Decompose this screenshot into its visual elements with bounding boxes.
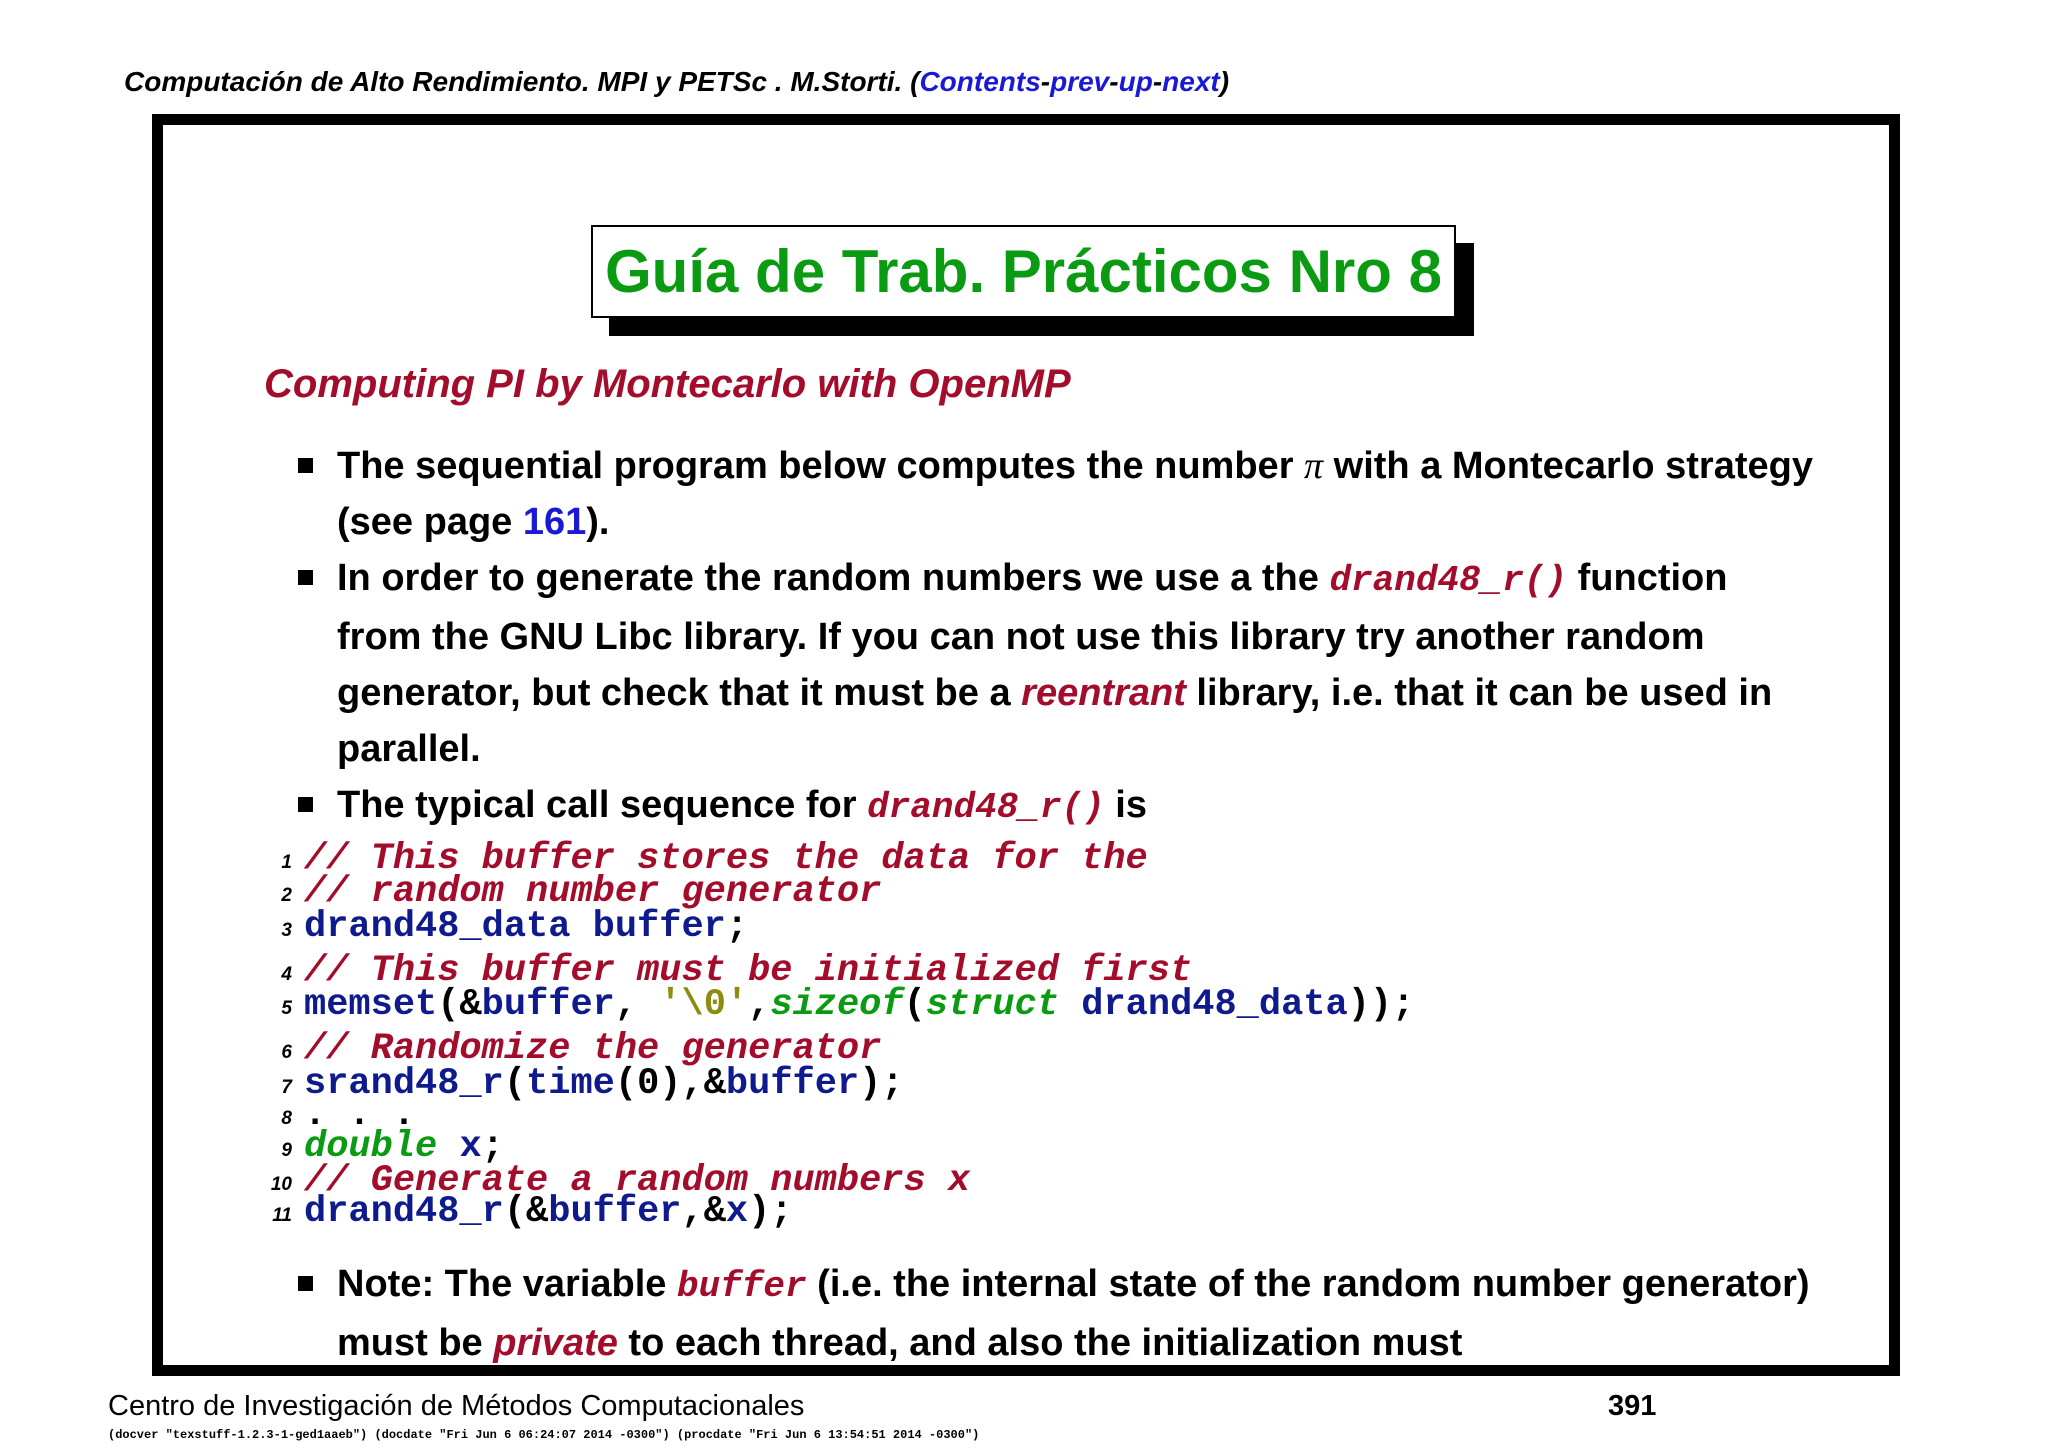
inline-code-buffer: buffer — [676, 1266, 807, 1307]
contents-link[interactable]: Contents — [919, 66, 1041, 97]
code-keyword: struct — [925, 984, 1060, 1026]
header-sep-1: - — [1040, 66, 1051, 97]
bullet-item-2 — [298, 550, 1818, 777]
line-number: 4 — [281, 964, 292, 985]
line-number: 2 — [281, 885, 292, 906]
code-keyword: double — [304, 1126, 438, 1168]
title-container — [591, 225, 1456, 318]
bullet-4-text-c: to each thread, and also the initialization must — [617, 1322, 1463, 1364]
code-punct: ( — [503, 1063, 527, 1105]
header-text: Computación de Alto Rendimiento. MPI y PETSc . M.Storti. ( — [124, 66, 920, 97]
bullet-3-text-a: The typical call sequence for — [337, 784, 868, 826]
code-line — [262, 1191, 793, 1233]
code-punct: , — [614, 984, 660, 1026]
line-number: 7 — [281, 1077, 292, 1098]
square-bullet-icon — [298, 797, 313, 812]
code-comment: // This buffer must be initialized first — [304, 950, 1193, 992]
code-identifier: drand48_data — [1059, 984, 1348, 1026]
line-number: 1 — [281, 852, 292, 873]
line-number: 8 — [281, 1108, 292, 1129]
bullet-item-3 — [298, 777, 1818, 836]
code-keyword: sizeof — [770, 984, 904, 1026]
header-sep-3: - — [1152, 66, 1163, 97]
emphasis-private: private — [493, 1322, 618, 1364]
code-function: srand48_r — [304, 1063, 504, 1105]
slide-subtitle: Computing PI by Montecarlo with OpenMP — [264, 362, 1071, 406]
bullet-1-text-a: The sequential program below computes the number — [337, 445, 1305, 487]
code-line — [262, 984, 1414, 1026]
code-identifier: drand48_data buffer — [304, 906, 726, 948]
prev-link[interactable]: prev — [1050, 66, 1110, 97]
code-function: memset — [304, 984, 438, 1026]
pi-symbol: π — [1304, 445, 1324, 487]
code-identifier: buffer — [548, 1191, 682, 1233]
code-identifier: buffer — [481, 984, 615, 1026]
slide-title: Guía de Trab. Prácticos Nro 8 — [591, 225, 1456, 318]
code-line — [262, 906, 748, 948]
code-punct: , — [748, 984, 771, 1026]
square-bullet-icon — [298, 458, 313, 473]
line-number: 5 — [281, 998, 292, 1019]
code-punct: ( — [903, 984, 926, 1026]
bullet-item-1 — [298, 438, 1818, 550]
bullet-3-text-b: is — [1104, 784, 1147, 826]
code-comment: // Randomize the generator — [304, 1028, 882, 1070]
code-ellipsis: . . . — [304, 1094, 416, 1136]
bullet-list-continued — [298, 1256, 1818, 1371]
bullet-4-text-b: (i.e. the internal state of the random number generator) must be — [337, 1263, 1810, 1364]
header-sep-2: - — [1109, 66, 1119, 97]
code-comment: // Generate a random numbers x — [304, 1160, 971, 1202]
code-punct: (& — [437, 984, 482, 1026]
inline-code-drand48: drand48_r() — [867, 787, 1105, 828]
footer-institution: Centro de Investigación de Métodos Computacionales — [108, 1390, 805, 1422]
bullet-item-4 — [298, 1256, 1818, 1371]
bullet-list — [298, 438, 1818, 836]
code-punct: ,& — [681, 1191, 726, 1233]
bullet-2-text-c: library, i.e. that it can be used in parallel. — [337, 672, 1773, 770]
square-bullet-icon — [298, 1276, 313, 1291]
bullet-2-text-a: In order to generate the random numbers we use a the — [337, 557, 1330, 599]
bullet-1-text-c: ). — [586, 501, 610, 543]
code-function: time — [526, 1063, 615, 1105]
up-link[interactable]: up — [1118, 66, 1153, 97]
header-close: ) — [1219, 66, 1230, 97]
code-comment: // This buffer stores the data for the — [304, 838, 1148, 880]
line-number: 9 — [281, 1140, 292, 1161]
code-string: '\0' — [659, 984, 749, 1026]
next-link[interactable]: next — [1162, 66, 1220, 97]
code-punct: ); — [748, 1191, 793, 1233]
bullet-4-text-a: Note: The variable — [337, 1263, 677, 1305]
code-punct: )); — [1347, 984, 1415, 1026]
line-number: 10 — [270, 1174, 292, 1195]
footer-version-info: (docver "texstuff-1.2.3-1-ged1aaeb") (docdate "Fri Jun 6 06:24:07 2014 -0300") (procdate "Fri Jun 6 13:54:51 2014 -0300") — [108, 1428, 980, 1442]
code-function: drand48_r — [304, 1191, 504, 1233]
page-number: 391 — [1608, 1390, 1657, 1422]
line-number: 6 — [281, 1042, 292, 1063]
line-number: 3 — [281, 920, 292, 941]
running-header — [124, 66, 1229, 98]
code-identifier: x — [725, 1191, 749, 1233]
code-punct: ); — [859, 1063, 904, 1105]
code-punct: (& — [503, 1191, 549, 1233]
line-number: 11 — [272, 1205, 292, 1226]
emphasis-reentrant: reentrant — [1021, 672, 1186, 714]
bullet-1-text-b: with a Montecarlo strategy (see page — [337, 445, 1813, 543]
page-161-link[interactable]: 161 — [522, 501, 587, 543]
code-punct: ; — [481, 1126, 504, 1168]
bullet-2-text-b: function from the GNU Libc library. If you can not use this library try another random generator, but check that it must be a — [337, 557, 1728, 714]
inline-code-drand48: drand48_r() — [1329, 560, 1568, 601]
code-punct: ; — [725, 906, 749, 948]
code-punct: (0),& — [614, 1063, 726, 1105]
square-bullet-icon — [298, 570, 313, 585]
code-identifier: buffer — [725, 1063, 860, 1105]
code-comment: // random number generator — [304, 871, 882, 913]
code-identifier: x — [437, 1126, 482, 1168]
